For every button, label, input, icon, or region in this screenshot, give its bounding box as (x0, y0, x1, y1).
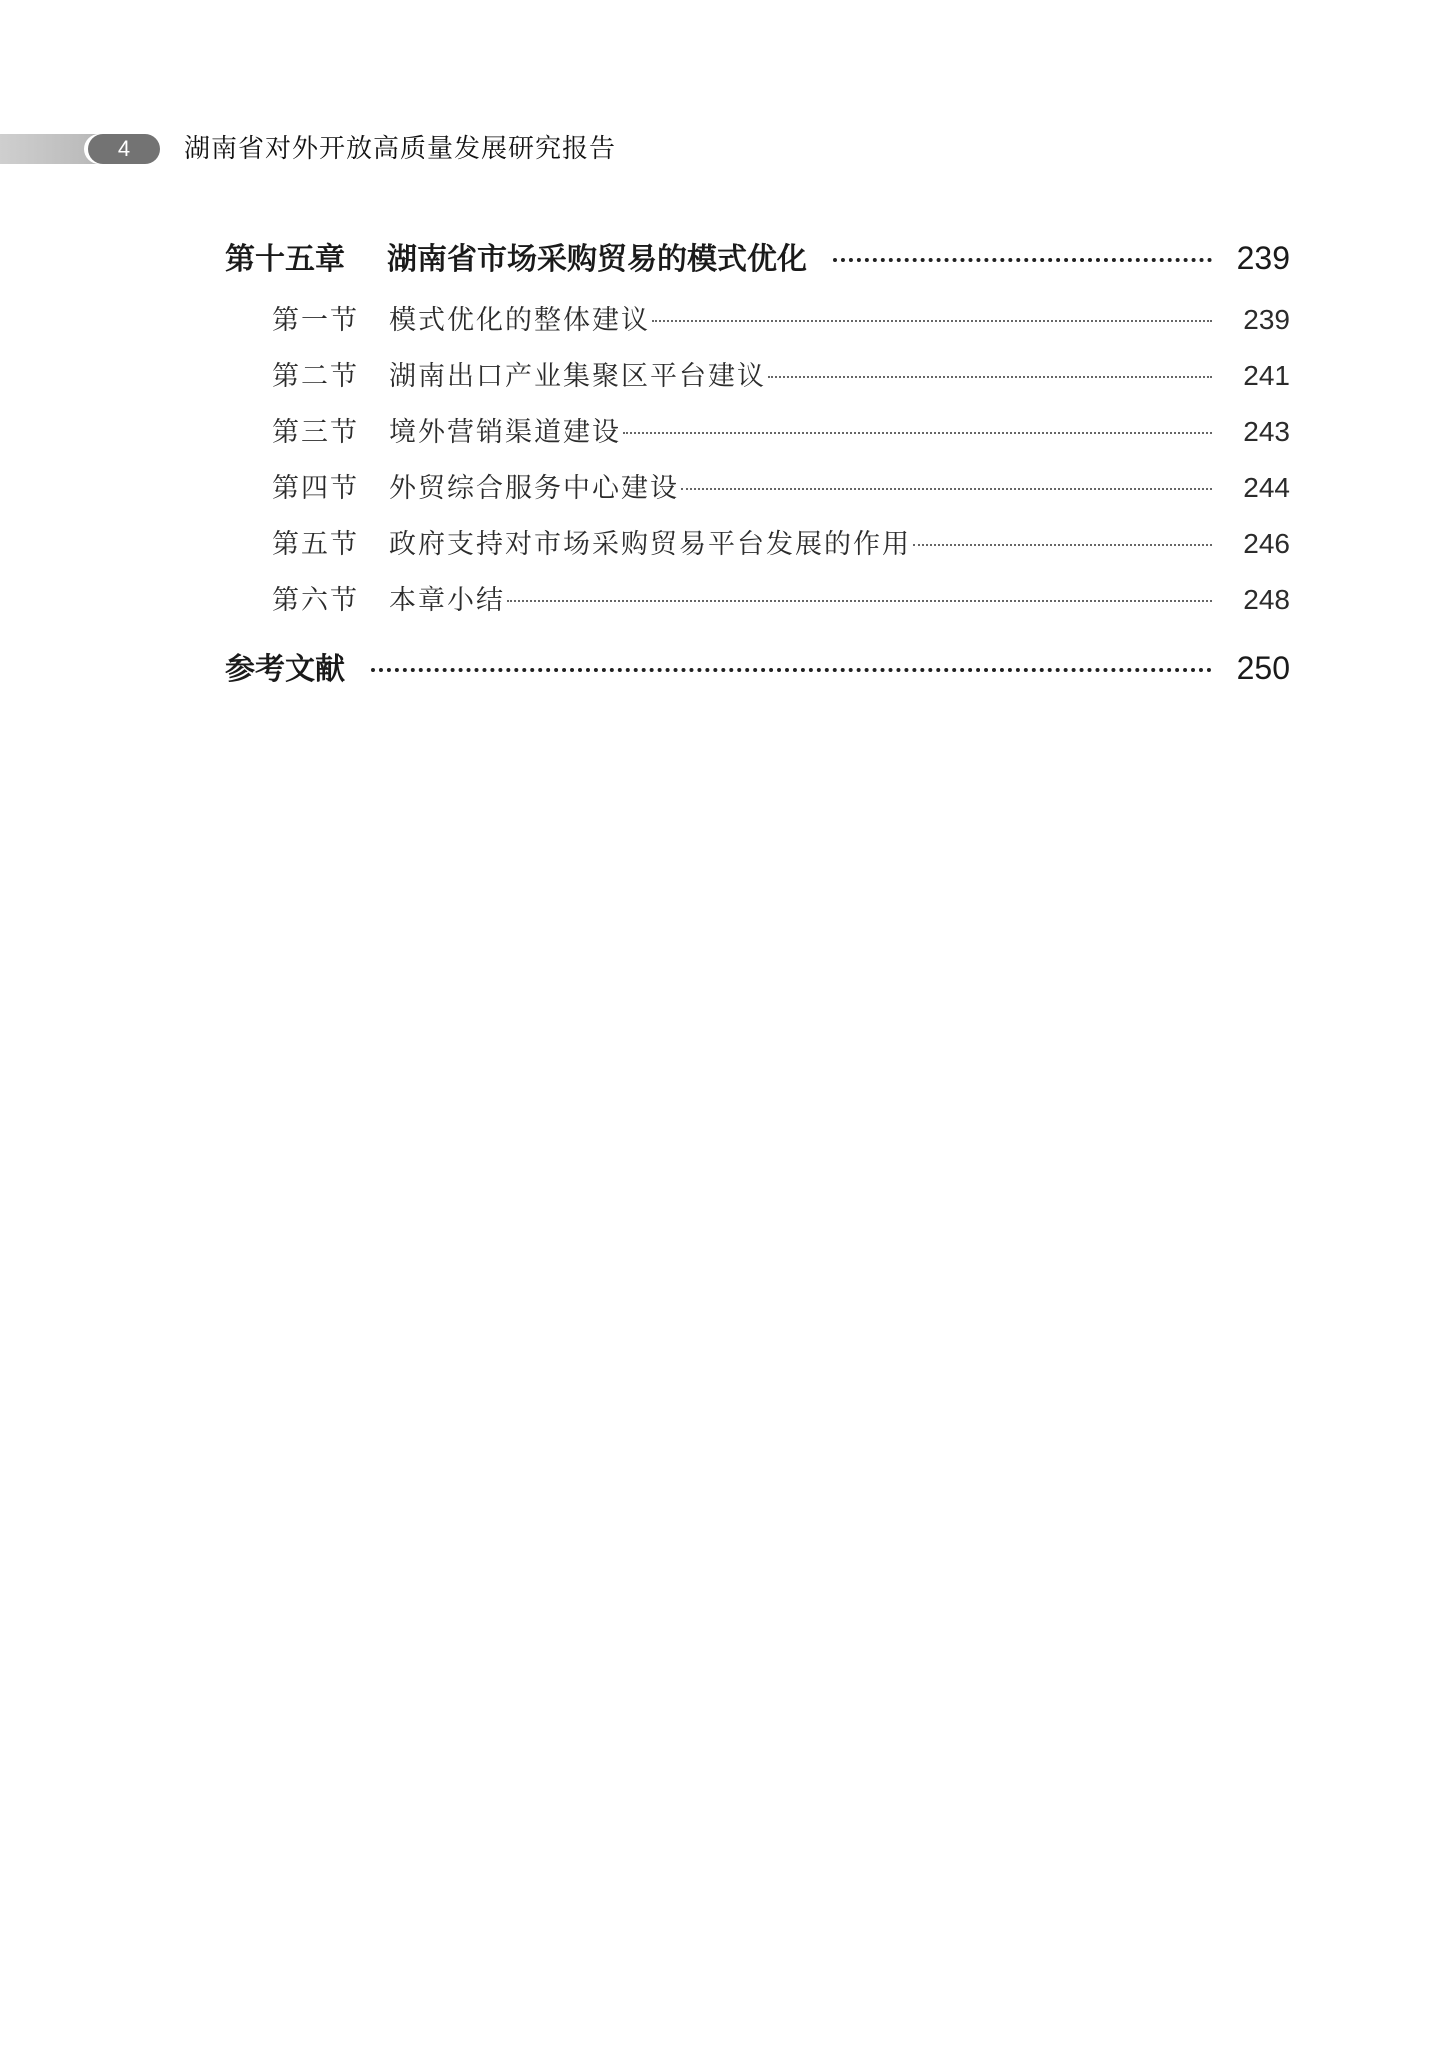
section-title: 湖南出口产业集聚区平台建议 (389, 361, 766, 392)
running-book-title: 湖南省对外开放高质量发展研究报告 (184, 134, 617, 164)
section-number: 第一节 (272, 305, 359, 336)
toc-section-2[interactable] (272, 354, 1290, 393)
header-decoration-bar (0, 134, 100, 164)
chapter-page-number: 239 (1236, 240, 1290, 276)
section-number: 第二节 (272, 361, 359, 392)
section-page-number: 244 (1243, 472, 1290, 503)
dot-leader (371, 668, 1212, 672)
section-number: 第三节 (272, 417, 359, 448)
references-title: 参考文献 (225, 652, 345, 687)
section-title: 境外营销渠道建设 (389, 417, 621, 448)
section-number: 第六节 (272, 585, 359, 616)
section-page-number: 241 (1243, 360, 1290, 391)
toc-references[interactable] (225, 644, 1290, 688)
toc-section-4[interactable] (272, 466, 1290, 505)
toc-section-6[interactable] (272, 578, 1290, 617)
toc-chapter-15[interactable] (225, 234, 1290, 278)
section-number: 第四节 (272, 473, 359, 504)
section-title: 模式优化的整体建议 (389, 305, 650, 336)
dot-leader (652, 320, 1212, 322)
section-number: 第五节 (272, 529, 359, 560)
section-page-number: 243 (1243, 416, 1290, 447)
page-number: 4 (117, 136, 131, 161)
references-page-number: 250 (1236, 650, 1290, 686)
dot-leader (623, 432, 1212, 434)
page-number-badge (88, 134, 160, 164)
toc-section-3[interactable] (272, 410, 1290, 449)
section-page-number: 239 (1243, 304, 1290, 335)
dot-leader (507, 600, 1212, 602)
dot-leader (833, 258, 1212, 262)
dot-leader (768, 376, 1212, 378)
section-title: 政府支持对市场采购贸易平台发展的作用 (389, 529, 911, 560)
section-title: 外贸综合服务中心建设 (389, 473, 679, 504)
dot-leader (681, 488, 1212, 490)
toc-section-5[interactable] (272, 522, 1290, 561)
chapter-title: 湖南省市场采购贸易的模式优化 (387, 242, 807, 277)
section-page-number: 246 (1243, 528, 1290, 559)
section-page-number: 248 (1243, 584, 1290, 615)
toc-section-1[interactable] (272, 298, 1290, 337)
dot-leader (913, 544, 1212, 546)
chapter-number: 第十五章 (225, 242, 345, 277)
section-title: 本章小结 (389, 585, 505, 616)
